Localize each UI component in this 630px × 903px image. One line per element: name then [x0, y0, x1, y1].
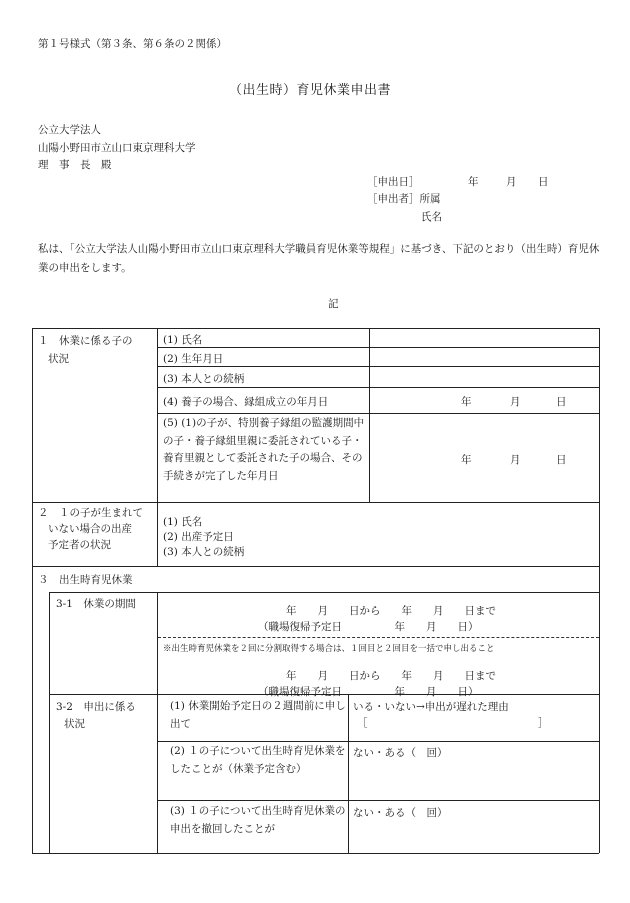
- return-date-line-1: （職場復帰予定日 年 月 日）: [258, 621, 479, 633]
- child-birthdate-label: (2) 生年月日: [163, 353, 224, 365]
- procedure-year: 年: [461, 454, 472, 466]
- adoption-month: 月: [510, 396, 521, 408]
- table-line: [32, 328, 599, 329]
- two-week-notice-question: (1) 休業開始予定日の２週間前に申し出て: [170, 700, 346, 730]
- section3-heading: ３ 出生時育児休業: [38, 574, 133, 586]
- status-label-line1: 3-2 申出に係る: [56, 701, 136, 713]
- table-line: [599, 328, 600, 853]
- status-label-line2: 状況: [64, 718, 85, 730]
- table-line: [157, 741, 599, 742]
- table-line: [32, 328, 33, 853]
- table-line: [157, 328, 158, 502]
- table-line: [348, 694, 349, 853]
- table-line: [49, 592, 599, 593]
- table-line: [32, 853, 599, 854]
- leave-period-label: 3-1 休業の期間: [56, 598, 136, 610]
- withdrawal-answer: ない・ある（ 回）: [353, 807, 448, 819]
- adoption-year: 年: [461, 396, 472, 408]
- table-line: [157, 413, 599, 414]
- section2-heading-line3: 予定者の状況: [48, 539, 111, 551]
- child-name-label: (1) 氏名: [163, 334, 203, 346]
- date-day: 日: [538, 176, 549, 188]
- applicant-affiliation-label: ［申出者］所属: [367, 193, 441, 205]
- addressee-line-1: 公立大学法人: [38, 124, 101, 136]
- section2-heading-line1: ２ １の子が生まれて: [38, 507, 143, 519]
- table-line: [157, 592, 158, 853]
- leave-period-line-1: 年 月 日から 年 月 日まで: [286, 605, 496, 617]
- applicant-name-label: 氏名: [421, 211, 442, 223]
- date-label: ［申出日］: [367, 176, 420, 188]
- date-month: 月: [506, 176, 517, 188]
- leave-period-line-2: 年 月 日から 年 月 日まで: [286, 670, 496, 682]
- page-title: （出生時）育児休業申出書: [229, 83, 392, 98]
- two-week-notice-answer: いる・いない→申出が遅れた理由: [353, 701, 509, 713]
- table-line: [32, 566, 599, 567]
- addressee-line-3: 理 事 長 殿: [38, 159, 112, 171]
- split-separator: [158, 637, 599, 638]
- table-line: [32, 502, 599, 503]
- date-year: 年: [468, 176, 479, 188]
- adoption-day: 日: [556, 396, 567, 408]
- section1-heading-line1: １ 休業に係る子の: [38, 335, 133, 347]
- expectant-name-label: (1) 氏名: [163, 516, 203, 528]
- table-line: [157, 366, 599, 367]
- table-line: [157, 347, 599, 348]
- reason-bracket-close: ］: [538, 717, 549, 729]
- reason-bracket-open: ［: [357, 717, 368, 729]
- procedure-month: 月: [510, 454, 521, 466]
- expectant-relationship-label: (3) 本人との続柄: [163, 546, 245, 558]
- procedure-day: 日: [556, 454, 567, 466]
- due-date-label: (2) 出産予定日: [163, 531, 234, 543]
- table-line: [157, 502, 158, 566]
- table-line: [49, 592, 50, 853]
- intro-paragraph: 私は、「公立大学法人山陽小野田市立山口東京理科大学職員育児休業等規程」に基づき、下記のとおり（出生時）育児休業の申出をします。: [38, 243, 600, 274]
- table-line: [157, 387, 599, 388]
- return-date-line-2: （職場復帰予定日 年 月 日）: [258, 686, 479, 698]
- ki-label: 記: [328, 298, 339, 310]
- table-line: [157, 800, 599, 801]
- section2-heading-line2: いない場合の出産: [48, 523, 132, 535]
- form-number: 第１号様式（第３条、第６条の２関係）: [38, 38, 227, 50]
- child-relationship-label: (3) 本人との続柄: [163, 373, 245, 385]
- prior-leave-answer: ない・ある（ 回）: [353, 747, 448, 759]
- withdrawal-question: (3) １の子について出生時育児休業の申出を撤回したことが: [170, 805, 346, 835]
- section1-heading-line2: 状況: [48, 353, 69, 365]
- addressee-line-2: 山陽小野田市立山口東京理科大学: [38, 142, 196, 154]
- prior-leave-question: (2) １の子について出生時育児休業をしたことが（休業予定含む）: [170, 745, 346, 775]
- table-line: [369, 328, 370, 502]
- special-adoption-label: (5) (1)の子が、特別養子縁組の監護期間中の子・養子縁組里親に委託されている子・養育里親として委託された子の場合、その手続きが完了した年月日: [163, 417, 365, 482]
- adoption-date-label: (4) 養子の場合、縁組成立の年月日: [163, 396, 329, 408]
- split-note: ※出生時育児休業を２回に分割取得する場合は、１回目と２回目を一括で申し出ること: [163, 644, 495, 654]
